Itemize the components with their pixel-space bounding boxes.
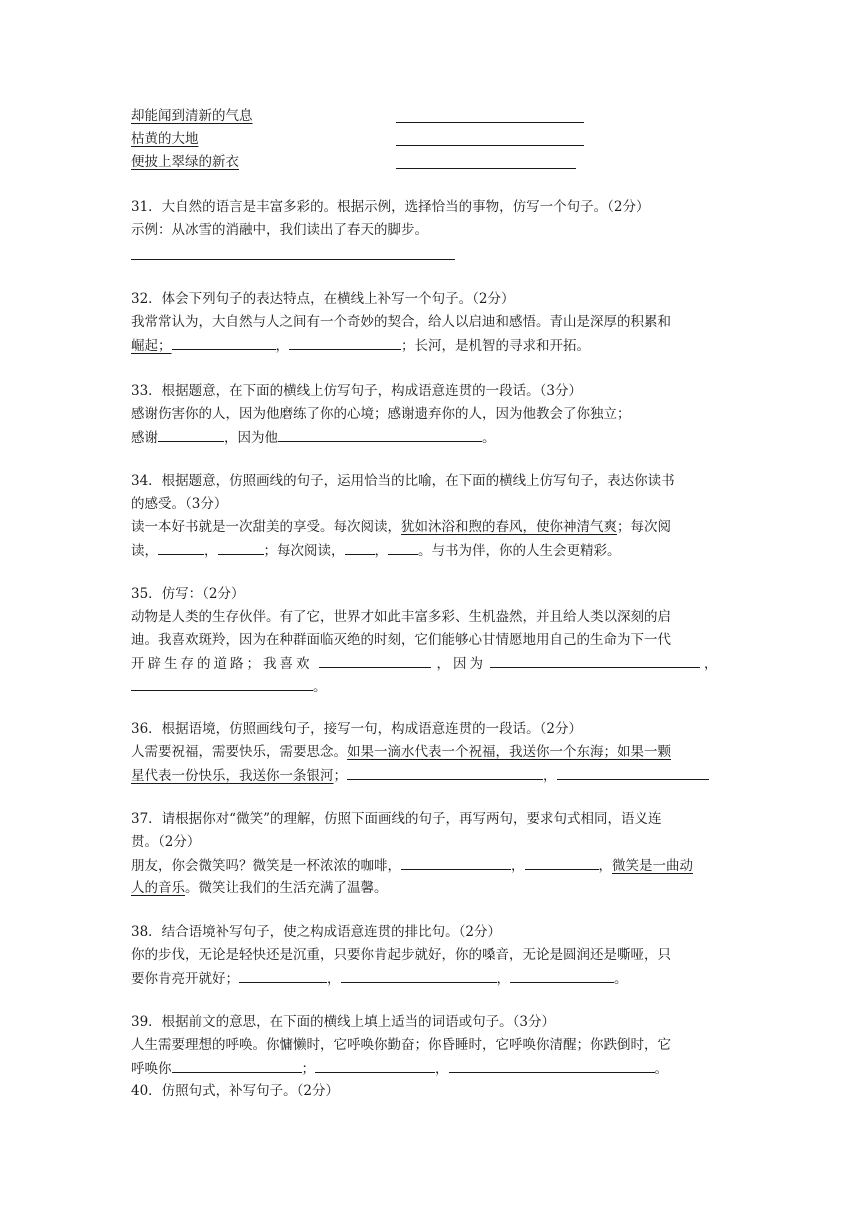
poem-line: 却能闻到清新的气息 [131, 108, 253, 124]
question-33-text: 感谢伤害你的人，因为他磨练了你的心境；感谢遗弃你的人，因为他教会了你独立； [131, 406, 631, 422]
question-40-title: 40．仿照句式，补写句子。（2分） [131, 1083, 340, 1099]
text-span: ， [435, 1061, 449, 1077]
text-span: 。 [654, 1061, 668, 1077]
poem-line: 便披上翠绿的新衣 [131, 154, 239, 170]
answer-line[interactable] [396, 122, 584, 123]
answer-blank[interactable] [388, 540, 418, 555]
text-span: ， [204, 543, 218, 559]
question-31-example: 示例：从冰雪的消融中，我们读出了春天的脚步。 [131, 222, 428, 238]
text-span: ； [158, 338, 172, 354]
underlined-sentence: 如果一滴水代表一个祝福，我送你一个东海；如果一颗 [347, 744, 671, 760]
question-32-text [131, 335, 590, 356]
answer-blank[interactable] [345, 540, 375, 555]
text-span: ； [301, 1061, 315, 1077]
answer-blank[interactable] [449, 1058, 655, 1073]
text-span: 。 [614, 971, 628, 987]
text-span: ， [598, 858, 612, 874]
question-32-text: 我常常认为，大自然与人之间有一个奇妙的契合，给人以启迪和感悟。青山是深厚的积累和 [131, 314, 671, 330]
question-37-text [131, 855, 693, 876]
text-span: 要你肯亮开就好； [131, 971, 239, 987]
answer-blank[interactable] [347, 765, 543, 780]
text-span: ， [496, 971, 510, 987]
text-span: 。微笑让我们的生活充满了温馨。 [185, 880, 388, 896]
answer-blank[interactable] [490, 653, 700, 668]
text-span: 开辟生存的道路；我喜欢 [131, 656, 313, 672]
question-34-title: 的感受。（3分） [131, 496, 228, 512]
text-span: 呼唤你 [131, 1061, 172, 1077]
text-span: ，因为他 [224, 430, 278, 446]
text-span: 朋友，你会微笑吗？微笑是一杯浓浓的咖啡， [131, 858, 401, 874]
text-span: ， [704, 656, 721, 672]
question-35-text: 迪。我喜欢斑羚，因为在种群面临灭绝的时刻，它们能够心甘情愿地用自己的生命为下一代 [131, 632, 671, 648]
text-span: 崛起 [131, 338, 158, 354]
question-38-text: 你的步伐，无论是轻快还是沉重，只要你肯起步就好，你的嗓音，无论是圆润还是嘶哑，只 [131, 947, 671, 963]
text-span: 读， [131, 543, 158, 559]
answer-blank[interactable] [131, 676, 313, 691]
poem-line: 枯黄的大地 [131, 131, 199, 147]
question-39-text: 人生需要理想的呼唤。你慵懒时，它呼唤你勤奋；你昏睡时，它呼唤你清醒；你跌倒时，它 [131, 1037, 671, 1053]
question-33-title: 33．根据题意，在下面的横线上仿写句子，构成语意连贯的一段话。（3分） [131, 383, 583, 399]
text-span: ， [543, 768, 557, 784]
question-34-text [131, 540, 621, 561]
question-36-text [131, 765, 709, 786]
underlined-sentence: 微笑是一曲动 [612, 858, 693, 874]
text-span: ；长河，是机智的寻求和开拓。 [401, 338, 590, 354]
answer-line[interactable] [131, 259, 455, 260]
question-38-text [131, 968, 628, 989]
answer-blank[interactable] [319, 653, 431, 668]
text-span: ， [327, 971, 341, 987]
question-33-text [131, 427, 496, 448]
question-35-text [131, 676, 327, 697]
text-span: ，因为 [436, 656, 486, 672]
text-span: ；每次阅读， [263, 543, 345, 559]
question-36-text [131, 742, 671, 762]
text-span: 。与书为伴，你的人生会更精彩。 [418, 543, 621, 559]
text-span: 读一本好书就是一次甜美的享受。每次阅读， [131, 519, 401, 535]
text-span: ， [511, 858, 525, 874]
answer-blank[interactable] [218, 540, 264, 555]
text-span: ； [333, 768, 347, 784]
text-span: 。 [482, 430, 496, 446]
answer-blank[interactable] [289, 335, 401, 350]
text-span: 感谢 [131, 430, 158, 446]
underlined-sentence: 人的音乐 [131, 880, 185, 896]
answer-blank[interactable] [239, 968, 327, 983]
question-37-title: 37．请根据你对“微笑”的理解，仿照下面画线的句子，再写两句，要求句式相同，语义连 [131, 811, 662, 827]
question-39-text [131, 1058, 668, 1079]
answer-blank[interactable] [172, 335, 276, 350]
question-35-text: 动物是人类的生存伙伴。有了它，世界才如此丰富多彩、生机盎然，并且给人类以深刻的启 [131, 609, 671, 625]
question-34-title: 34．根据题意，仿照画线的句子，运用恰当的比喻，在下面的横线上仿写句子，表达你读书 [131, 473, 675, 489]
answer-blank[interactable] [278, 427, 482, 442]
text-span: ， [374, 543, 388, 559]
text-span: ， [275, 338, 289, 354]
answer-blank[interactable] [510, 968, 614, 983]
question-37-title: 贯。（2分） [131, 834, 201, 850]
answer-blank[interactable] [158, 540, 204, 555]
question-35-text [131, 653, 721, 674]
question-34-text [131, 517, 671, 537]
question-37-text [131, 878, 388, 898]
answer-blank[interactable] [557, 765, 709, 780]
text-span: ；每次阅 [617, 519, 671, 535]
answer-blank[interactable] [525, 855, 599, 870]
answer-blank[interactable] [341, 968, 497, 983]
question-35-title: 35．仿写：（2分） [131, 586, 245, 602]
text-span: 。 [313, 679, 327, 695]
question-39-title: 39．根据前文的意思，在下面的横线上填上适当的词语或句子。（3分） [131, 1014, 556, 1030]
answer-line[interactable] [396, 145, 584, 146]
question-31-title: 31．大自然的语言是丰富多彩的。根据示例，选择恰当的事物，仿写一个句子。（2分） [131, 199, 650, 215]
answer-blank[interactable] [315, 1058, 435, 1073]
answer-blank[interactable] [158, 427, 224, 442]
underlined-sentence: 犹如沐浴和煦的春风，使你神清气爽 [401, 519, 617, 535]
question-38-title: 38．结合语境补写句子，使之构成语意连贯的排比句。（2分） [131, 924, 502, 940]
answer-blank[interactable] [401, 855, 511, 870]
text-span: 人需要祝福，需要快乐，需要思念。 [131, 744, 347, 760]
question-36-title: 36．根据语境，仿照画线句子，接写一句，构成语意连贯的一段话。（2分） [131, 721, 583, 737]
question-32-title: 32．体会下列句子的表达特点，在横线上补写一个句子。（2分） [131, 291, 515, 307]
answer-line[interactable] [396, 168, 576, 169]
underlined-sentence: 星代表一份快乐，我送你一条银河 [131, 768, 334, 784]
answer-blank[interactable] [172, 1058, 302, 1073]
